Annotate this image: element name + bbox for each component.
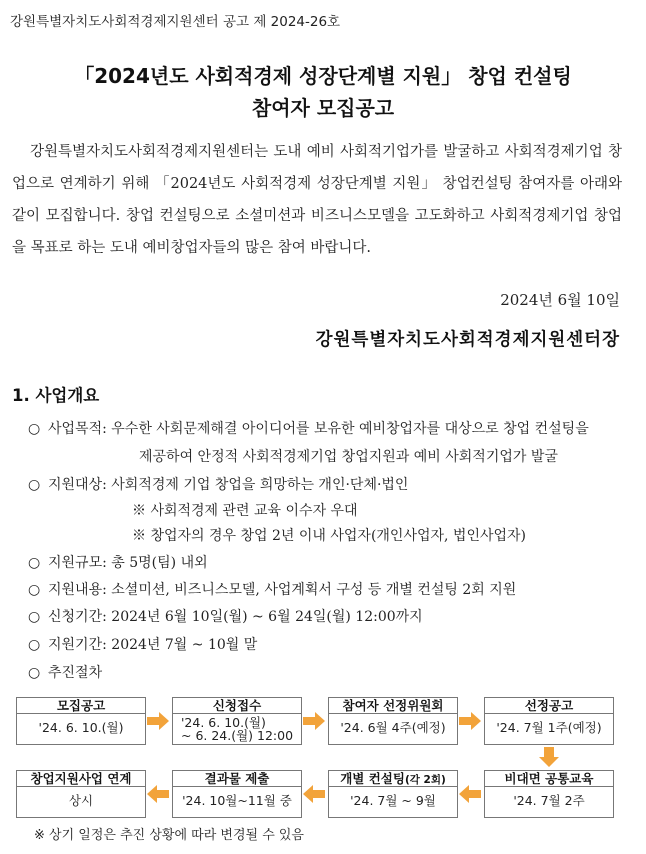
target-note-2: ※ 창업자의 경우 창업 2년 이내 사업자(개인사업자, 법인사업자) (132, 528, 527, 544)
purpose-text-1: 우수한 사회문제해결 아이디어를 보유한 예비창업자를 대상으로 창업 컨설팅을 (111, 421, 589, 437)
arrow-right-icon (147, 712, 169, 730)
target-label: 지원대상: (48, 477, 107, 493)
purpose-row (28, 418, 589, 438)
step-title: 비대면 공통교육 (485, 771, 613, 787)
step-date: '24. 7월 1주(예정) (496, 720, 602, 735)
issuing-organization: 강원특별자치도사회적경제지원센터장 (315, 330, 620, 350)
bullet: ○ (28, 609, 41, 625)
apply-row (28, 606, 423, 626)
apply-value: 2024년 6월 10일(월) ~ 6월 24일(월) 12:00까지 (111, 609, 423, 625)
target-note-1: ※ 사회적경제 관련 교육 이수자 우대 (132, 503, 358, 519)
period-row (28, 634, 257, 654)
scale-label: 지원규모: (48, 555, 107, 571)
step-date-line-2: ~ 6. 24.(월) 12:00 (181, 728, 294, 743)
arrow-left-icon (147, 785, 169, 803)
bullet: ○ (28, 637, 41, 653)
step-date: '24. 6월 4주(예정) (340, 720, 446, 735)
step-date: 상시 (68, 793, 94, 808)
scale-value: 총 5명(팀) 내외 (111, 555, 208, 571)
step-recruit-notice (16, 697, 146, 745)
apply-label: 신청기간: (48, 609, 107, 625)
content-value: 소셜미션, 비즈니스모델, 사업계획서 구성 등 개별 컨설팅 2회 지원 (111, 582, 517, 598)
period-label: 지원기간: (48, 637, 107, 653)
bullet: ○ (28, 582, 41, 598)
purpose-label: 사업목적: (48, 421, 107, 437)
step-date: '24. 7월 ~ 9월 (350, 793, 436, 808)
content-row (28, 579, 516, 599)
step-selection-notice (484, 697, 614, 745)
step-application (172, 697, 302, 745)
process-row (28, 662, 102, 682)
arrow-down-icon (539, 747, 559, 767)
content-label: 지원내용: (48, 582, 107, 598)
schedule-footnote: ※ 상기 일정은 추진 상황에 따라 변경될 수 있음 (34, 828, 304, 843)
step-date-line-1: '24. 6. 10.(월) (181, 715, 266, 730)
step-title: 참여자 선정위원회 (329, 698, 457, 714)
step-title: 모집공고 (17, 698, 145, 714)
step-title (329, 771, 457, 787)
bullet: ○ (28, 477, 41, 493)
arrow-right-icon (459, 712, 481, 730)
arrow-left-icon (459, 785, 481, 803)
notice-date: 2024년 6월 10일 (500, 291, 620, 309)
notice-title: 「2024년도 사회적경제 성장단계별 지원」 창업 컨설팅 (74, 64, 572, 88)
step-selection-committee (328, 697, 458, 745)
step-date (173, 714, 301, 742)
step-startup-link (16, 770, 146, 818)
step-individual-consulting (328, 770, 458, 818)
step-title: 결과물 제출 (173, 771, 301, 787)
target-text: 사회적경제 기업 창업을 희망하는 개인·단체·법인 (111, 477, 409, 493)
arrow-left-icon (303, 785, 325, 803)
target-row (28, 474, 408, 494)
process-label: 추진절차 (48, 665, 103, 681)
step-title: 신청접수 (173, 698, 301, 714)
bullet: ○ (28, 665, 41, 681)
step-date: '24. 6. 10.(월) (38, 720, 124, 735)
step-result-submission (172, 770, 302, 818)
step-title: 창업지원사업 연계 (17, 771, 145, 787)
step-title-suffix: (각 2회) (404, 774, 446, 786)
intro-paragraph: 강원특별자치도사회적경제지원센터는 도내 예비 사회적기업가를 발굴하고 사회적경제기업 창업으로 연계하기 위해 「2024년도 사회적경제 성장단계별 지원」 창업컨설팅 참여자를 아래와 같이 모집합니다. 창업 컨설팅으로 소셜미션과 비즈니스모델을 고도화하고 사회적경제기업 창업을 목표로 하는 도내 예비창업자들의 많은 참여 바랍니다. (12, 144, 622, 256)
section-heading: 1. 사업개요 (12, 386, 100, 405)
step-date: '24. 7월 2주 (513, 793, 585, 808)
step-online-training (484, 770, 614, 818)
bullet: ○ (28, 421, 41, 437)
notice-number: 강원특별자치도사회적경제지원센터 공고 제 2024-26호 (10, 14, 341, 30)
bullet: ○ (28, 555, 41, 571)
notice-subtitle: 참여자 모집공고 (251, 96, 395, 120)
step-date: '24. 10월~11월 중 (182, 793, 292, 808)
step-title: 선정공고 (485, 698, 613, 714)
step-title-text: 개별 컨설팅 (340, 771, 405, 786)
scale-row (28, 552, 208, 572)
purpose-text-2: 제공하여 안정적 사회적경제기업 창업지원과 예비 사회적기업가 발굴 (139, 449, 558, 465)
period-value: 2024년 7월 ~ 10월 말 (111, 637, 258, 653)
arrow-right-icon (303, 712, 325, 730)
